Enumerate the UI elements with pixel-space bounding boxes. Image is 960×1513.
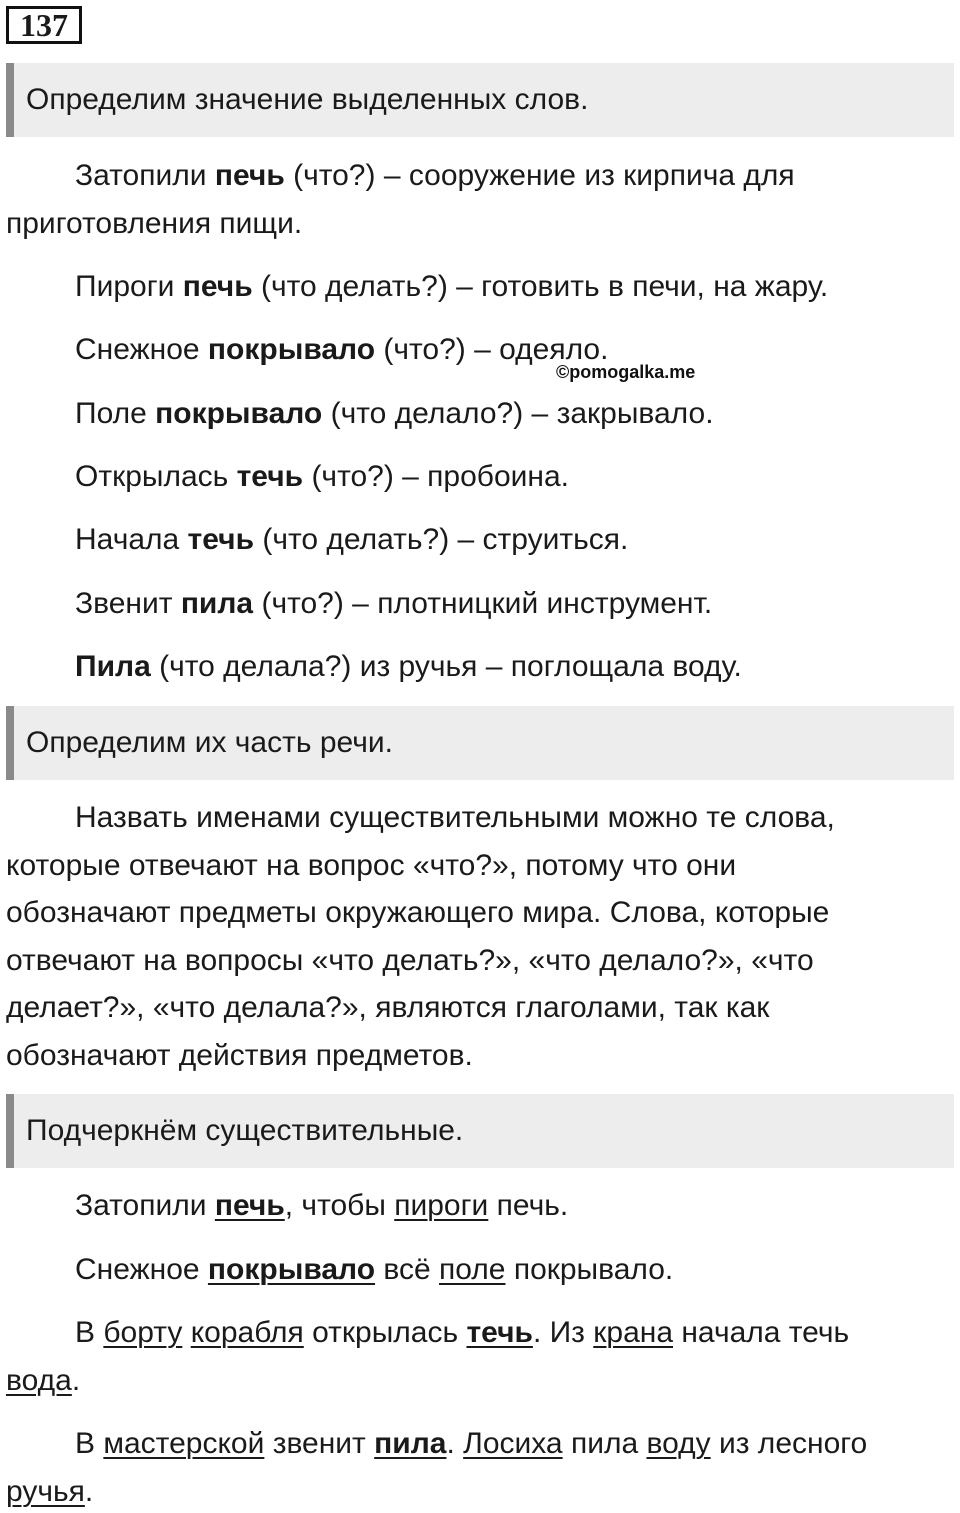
text-line: Поле покрывало (что делало?) – закрывало. xyxy=(75,397,714,430)
text-line: Звенит пила (что?) – плотницкий инструмент. xyxy=(75,587,713,620)
section-header-part-of-speech: Определим их часть речи. xyxy=(6,706,954,780)
paragraph-line: Назвать именами существительными можно те слова, xyxy=(75,801,835,834)
text-line: Пила (что делала?) из ручья – поглощала воду. xyxy=(75,650,742,683)
paragraph-line: обозначают предметы окружающего мира. Слова, которые xyxy=(6,896,830,929)
task-number: 137 xyxy=(6,6,82,44)
sentence-2: Снежное покрывало всё поле покрывало. xyxy=(75,1253,674,1286)
paragraph-line: отвечают на вопросы «что делать?», «что делало?», «что xyxy=(6,944,814,977)
text-line: приготовления пищи. xyxy=(6,207,303,240)
sentence-1: Затопили печь, чтобы пироги печь. xyxy=(75,1189,569,1222)
sentence-3-cont: вода. xyxy=(6,1364,81,1397)
paragraph-line: которые отвечают на вопрос «что?», потому что они xyxy=(6,849,737,882)
paragraph-line: делает?», «что делала?», являются глаголами, так как xyxy=(6,991,770,1024)
text-line: Начала течь (что делать?) – струиться. xyxy=(75,523,629,556)
section-header-meanings: Определим значение выделенных слов. xyxy=(6,63,954,137)
watermark: ©pomogalka.me xyxy=(556,362,696,382)
text-line: Затопили печь (что?) – сооружение из кирпича для xyxy=(75,159,795,192)
section-header-underline: Подчеркнём существительные. xyxy=(6,1094,954,1168)
text-line: Снежное покрывало (что?) – одеяло. xyxy=(75,333,609,366)
paragraph-line: обозначают действия предметов. xyxy=(6,1039,473,1072)
sentence-3: В борту корабля открылась течь. Из крана начала течь xyxy=(75,1316,850,1349)
sentence-4-cont: ручья. xyxy=(6,1475,94,1508)
sentence-4: В мастерской звенит пила. Лосиха пила воду из лесного xyxy=(75,1427,868,1460)
text-line: Открылась течь (что?) – пробоина. xyxy=(75,460,570,493)
text-line: Пироги печь (что делать?) – готовить в печи, на жару. xyxy=(75,270,829,303)
